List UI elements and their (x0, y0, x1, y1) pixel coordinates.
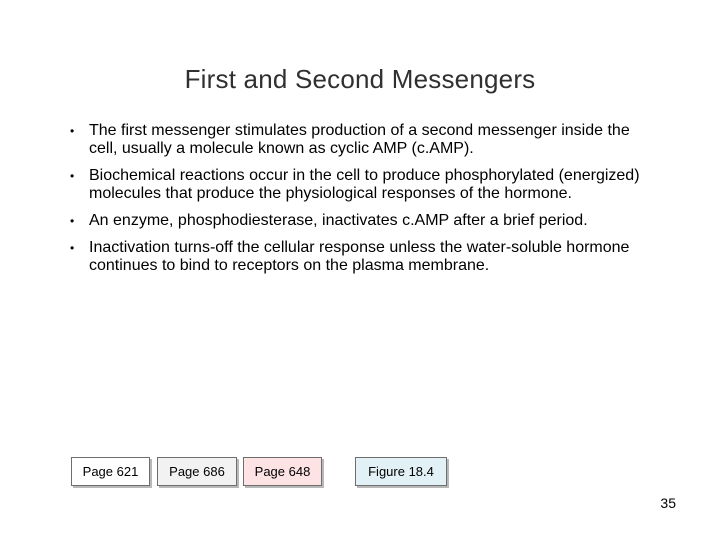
page-648-button[interactable]: Page 648 (243, 457, 322, 486)
slide-title: First and Second Messengers (184, 64, 536, 94)
page-621-button[interactable]: Page 621 (71, 457, 150, 486)
bullet-text: The first messenger stimulates production of a second messenger inside the cell, usually a molecule known as cyclic AMP (c.AMP). (89, 122, 630, 157)
bullet-item (70, 122, 640, 158)
bullet-item (70, 167, 640, 203)
bullet-item (70, 212, 640, 230)
bullet-text: Biochemical reactions occur in the cell to produce phosphorylated (energized) molecules that produce the physiological responses of the hormone. (89, 167, 640, 202)
page-686-button[interactable]: Page 686 (157, 457, 237, 486)
bullet-list (70, 122, 640, 284)
bullet-text: Inactivation turns-off the cellular response unless the water-soluble hormone continues to bind to receptors on the plasma membrane. (89, 239, 630, 274)
bullet-icon: • (70, 241, 75, 255)
bullet-icon: • (70, 214, 75, 228)
slide-number: 35 (660, 495, 676, 511)
bullet-icon: • (70, 169, 75, 183)
bullet-item (70, 239, 640, 275)
figure-18-4-button[interactable]: Figure 18.4 (355, 457, 447, 486)
bullet-icon: • (70, 124, 75, 138)
bullet-text: An enzyme, phosphodiesterase, inactivates c.AMP after a brief period. (89, 212, 588, 229)
